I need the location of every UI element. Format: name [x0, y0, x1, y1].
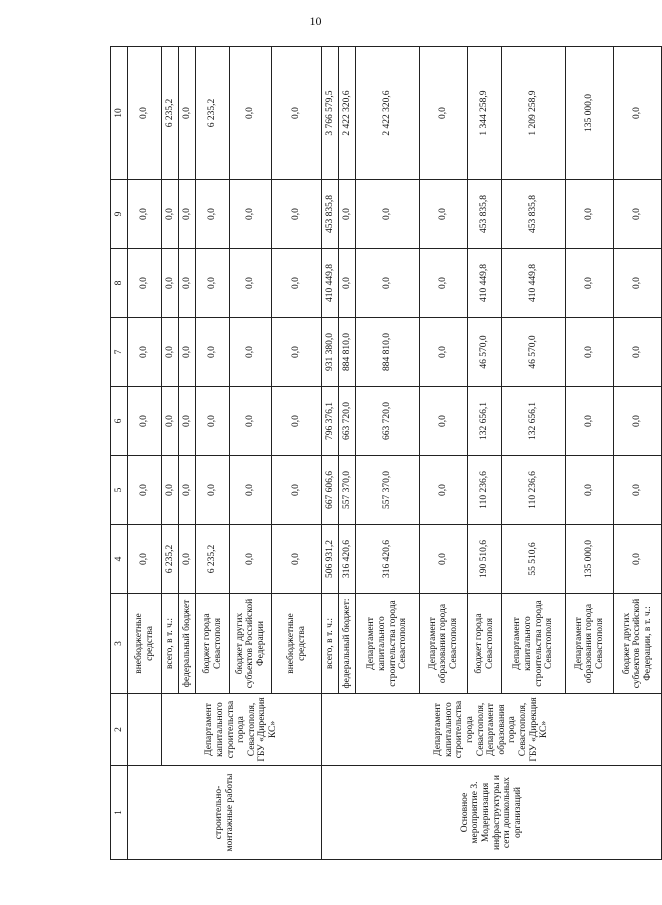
value-cell: 135 000,0: [566, 47, 614, 180]
value-cell: 0,0: [566, 180, 614, 249]
value-cell: 0,0: [128, 525, 162, 594]
column-number-row: [111, 47, 128, 860]
value-cell: 190 510,6: [468, 525, 502, 594]
value-cell: 0,0: [272, 318, 322, 387]
table-row: [128, 47, 162, 860]
value-cell: 132 656,1: [468, 387, 502, 456]
value-cell: 0,0: [614, 387, 662, 456]
value-cell: 0,0: [162, 318, 179, 387]
col-num: 7: [111, 318, 128, 387]
value-cell: 557 370,0: [356, 456, 420, 525]
value-cell: 2 422 320,6: [356, 47, 420, 180]
value-cell: 110 236,6: [468, 456, 502, 525]
value-cell: 0,0: [128, 318, 162, 387]
value-cell: 316 420,6: [339, 525, 356, 594]
value-cell: 0,0: [614, 180, 662, 249]
value-cell: 0,0: [230, 456, 272, 525]
funding-source: бюджет города Севастополя: [468, 594, 502, 694]
value-cell: 0,0: [128, 387, 162, 456]
value-cell: 0,0: [420, 180, 468, 249]
table-row: [322, 47, 339, 860]
value-cell: 0,0: [614, 456, 662, 525]
table-frame: [110, 47, 653, 860]
col-num: 1: [111, 766, 128, 860]
value-cell: 453 835,8: [322, 180, 339, 249]
value-cell: 0,0: [162, 180, 179, 249]
value-cell: 0,0: [196, 318, 230, 387]
value-cell: 931 380,0: [322, 318, 339, 387]
value-cell: 0,0: [179, 525, 196, 594]
value-cell: 410 449,8: [502, 249, 566, 318]
col-num: 5: [111, 456, 128, 525]
value-cell: 0,0: [230, 387, 272, 456]
value-cell: 0,0: [162, 387, 179, 456]
value-cell: 0,0: [162, 249, 179, 318]
value-cell: 663 720,0: [356, 387, 420, 456]
value-cell: 6 235,2: [162, 47, 179, 180]
item-name: Основное мероприятие 3. Модернизация инфраструктуры и сети дошкольных организаций: [322, 766, 662, 860]
value-cell: 6 235,2: [196, 525, 230, 594]
funding-source: федеральный бюджет:: [339, 594, 356, 694]
value-cell: 1 344 258,9: [468, 47, 502, 180]
value-cell: 0,0: [179, 249, 196, 318]
funding-source: Департамент образования города Севастополя: [420, 594, 468, 694]
value-cell: 667 606,6: [322, 456, 339, 525]
col-num: 6: [111, 387, 128, 456]
value-cell: 506 931,2: [322, 525, 339, 594]
value-cell: 0,0: [420, 47, 468, 180]
budget-table: [110, 46, 662, 860]
col-num: 4: [111, 525, 128, 594]
value-cell: 0,0: [272, 387, 322, 456]
value-cell: 0,0: [272, 47, 322, 180]
value-cell: 410 449,8: [468, 249, 502, 318]
value-cell: 0,0: [614, 318, 662, 387]
value-cell: 0,0: [272, 249, 322, 318]
value-cell: 0,0: [566, 387, 614, 456]
page-number: 10: [309, 14, 322, 28]
value-cell: 46 570,0: [502, 318, 566, 387]
value-cell: 0,0: [339, 180, 356, 249]
value-cell: 410 449,8: [322, 249, 339, 318]
value-cell: 0,0: [230, 525, 272, 594]
col-num: 8: [111, 249, 128, 318]
value-cell: 0,0: [230, 318, 272, 387]
funding-source: всего, в т. ч.:: [162, 594, 179, 694]
value-cell: 0,0: [420, 318, 468, 387]
table-row: [162, 47, 179, 860]
value-cell: 0,0: [128, 249, 162, 318]
funding-source: бюджет других субъектов Российской Федерации, в т. ч.:: [614, 594, 662, 694]
value-cell: 55 510,6: [502, 525, 566, 594]
value-cell: 316 420,6: [356, 525, 420, 594]
value-cell: 132 656,1: [502, 387, 566, 456]
item-name: строительно-монтажные работы: [128, 766, 322, 860]
col-num: 2: [111, 694, 128, 766]
value-cell: 0,0: [230, 47, 272, 180]
value-cell: 796 376,1: [322, 387, 339, 456]
value-cell: 0,0: [230, 249, 272, 318]
value-cell: 0,0: [614, 47, 662, 180]
funding-source: всего, в т. ч.:: [322, 594, 339, 694]
value-cell: 6 235,2: [196, 47, 230, 180]
value-cell: 0,0: [420, 525, 468, 594]
funding-source: Департамент образования города Севастополя: [566, 594, 614, 694]
executor: Департамент капитального строительства города Севастополя, ГБУ «Дирекция КС»: [162, 694, 322, 766]
value-cell: 0,0: [179, 180, 196, 249]
value-cell: 0,0: [179, 47, 196, 180]
value-cell: 0,0: [128, 47, 162, 180]
funding-source: федеральный бюджет: [179, 594, 196, 694]
value-cell: 0,0: [272, 456, 322, 525]
value-cell: 0,0: [566, 456, 614, 525]
value-cell: 0,0: [272, 525, 322, 594]
value-cell: 453 835,8: [468, 180, 502, 249]
value-cell: 0,0: [420, 456, 468, 525]
value-cell: 0,0: [356, 249, 420, 318]
value-cell: 110 236,6: [502, 456, 566, 525]
value-cell: 0,0: [566, 318, 614, 387]
value-cell: 0,0: [420, 387, 468, 456]
value-cell: 0,0: [128, 180, 162, 249]
value-cell: 0,0: [128, 456, 162, 525]
funding-source: внебюджетные средства: [128, 594, 162, 694]
funding-source: внебюджетные средства: [272, 594, 322, 694]
value-cell: 0,0: [420, 249, 468, 318]
value-cell: 0,0: [162, 456, 179, 525]
value-cell: 0,0: [614, 249, 662, 318]
value-cell: 0,0: [196, 249, 230, 318]
col-num: 3: [111, 594, 128, 694]
value-cell: 0,0: [196, 387, 230, 456]
value-cell: 0,0: [614, 525, 662, 594]
value-cell: 2 422 320,6: [339, 47, 356, 180]
funding-source: Департамент капитального строительства города Севастополя: [356, 594, 420, 694]
value-cell: 6 235,2: [162, 525, 179, 594]
col-num: 10: [111, 47, 128, 180]
value-cell: 884 810,0: [339, 318, 356, 387]
value-cell: 0,0: [179, 387, 196, 456]
value-cell: 0,0: [230, 180, 272, 249]
value-cell: 884 810,0: [356, 318, 420, 387]
value-cell: 0,0: [339, 249, 356, 318]
value-cell: 0,0: [196, 180, 230, 249]
executor: Департамент капитального строительства города Севастополя, Департамент образования города Севастополя, ГБУ «Дирекция КС»: [322, 694, 662, 766]
col-num: 9: [111, 180, 128, 249]
value-cell: 0,0: [196, 456, 230, 525]
value-cell: 0,0: [566, 249, 614, 318]
value-cell: 0,0: [179, 318, 196, 387]
value-cell: 453 835,8: [502, 180, 566, 249]
value-cell: 46 570,0: [468, 318, 502, 387]
funding-source: бюджет других субъектов Российской Федерации: [230, 594, 272, 694]
value-cell: 0,0: [356, 180, 420, 249]
value-cell: 135 000,0: [566, 525, 614, 594]
value-cell: 0,0: [179, 456, 196, 525]
value-cell: 3 766 579,5: [322, 47, 339, 180]
funding-source: Департамент капитального строительства города Севастополя: [502, 594, 566, 694]
value-cell: 663 720,0: [339, 387, 356, 456]
value-cell: 557 370,0: [339, 456, 356, 525]
value-cell: 0,0: [272, 180, 322, 249]
funding-source: бюджет города Севастополя: [196, 594, 230, 694]
executor: [128, 694, 162, 766]
value-cell: 1 209 258,9: [502, 47, 566, 180]
